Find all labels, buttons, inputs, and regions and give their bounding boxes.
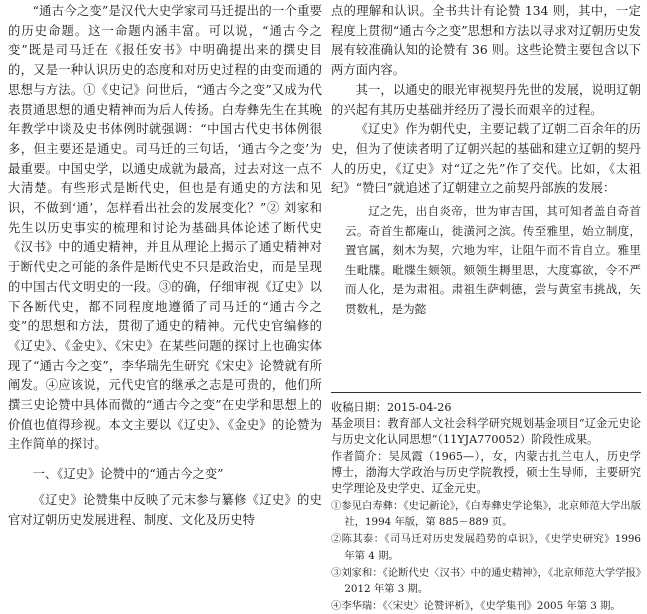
block-quote: 辽之先，出自炎帝，世为审吉国，其可知者盖自奇首云。奇首生都庵山，徙潢河之滨。传至雅里，始立制度，置官属，刻木为契，穴地为牢，让阻午而不肯自立。雅里生毗牒。毗牒生颏领。颏领生耨里思，大度寡欲，令不严而人化，是为肃祖。肃祖生萨剌德，尝与黄室韦挑战，矢贯数札，是为懿 xyxy=(345,204,641,316)
article-metadata xyxy=(331,400,641,614)
received-date: 收稿日期：2015-04-26 xyxy=(331,401,452,414)
continued-paragraph: 点的理解和认识。全书共计有论赞 134 则，其中，一定程度上贯彻“通古今之变”思想和方法以寻求对辽朝历史发展有较准确认知的论赞有 36 则。这些论赞主要包含以下两方面内容。 xyxy=(331,4,641,78)
fund-note: 基金项目：教育部人文社会科学研究规划基金项目“辽金元史论与历史文化认同思想”（11YJA770052）阶段性成果。 xyxy=(331,417,641,447)
footnote-4: ④李华瑞：《〈宋史〉论赞评析》，《史学集刊》2005 年第 3 期。 xyxy=(331,599,621,612)
footnote-2: ②陈其泰：《司马迁对历史发展趋势的卓识》，《史学史研究》1996 年第 4 期。 xyxy=(331,533,641,562)
intro-paragraph: “通古今之变”是汉代大史学家司马迁提出的一个重要的历史命题。这一命题内涵丰富。可以说，“通古今之变”既是司马迁在《报任安书》中明确提出来的撰史目的，又是一种认识历史的态度和对历史过程的由变而通的思想与方法。①《史记》问世后，“通古今之变”又成为代表贯通思想的通史精神而为后人传扬。白寿彝先生在其晚年教学中谈及史书体例时就强调：“中国古代史书体例很多，但主要还是通史。司马迁的三句话，‘通古今之变’为最重要。中国史学，以通史成就为最高，过去对这一点不大清楚。有些形式是断代史，但也是有通史的方法和见识，不做到‘通’，怎样看出社会的发展变化？”② 刘家和先生以历史事实的梳理和讨论为基础具体论述了断代史《汉书》中的通史精神，并且从理论上揭示了通史精神对于断代史之可能的条件是断代史不只是政治史，而是呈现的中国古代文明史的一段。③的确，仔细审视《辽史》以下各断代史，都不同程度地遵循了司马迁的“通古今之变”的思想和方法，贯彻了通史的精神。元代史官编修的《辽史》、《金史》、《宋史》在某些问题的探讨上也确实体现了“通古今之变”，李华瑞先生研究《宋史》论赞就有所阐发。④应该说，元代史官的继承之志是可贵的，他们所撰三史论赞中具体而微的“通古今之变”在史学和思想上的价值也值得珍视。本文主要以《辽史》、《金史》的论赞为主作简单的探讨。 xyxy=(8,4,322,452)
footnote-3: ③刘家和：《论断代史〈汉书〉中的通史精神》，《北京师范大学学报》2012 年第 3 期。 xyxy=(331,566,641,595)
author-note: 作者简介：吴凤霞（1965—），女，内蒙古扎兰屯人，历史学博士，渤海大学政治与历史学院教授，硕士生导师，主要研究史学理论及史学史、辽金元史。 xyxy=(331,449,641,496)
footnote-divider xyxy=(331,392,641,393)
footnote-1: ①参见白寿彝：《史记新论》，《白寿彝史学论集》，北京师范大学出版社，1994 年版，第 885－889 页。 xyxy=(331,500,641,529)
right-column xyxy=(331,2,641,319)
section-heading: 一、《辽史》论赞中的“通古今之变” xyxy=(32,467,224,482)
section-paragraph: 《辽史》论赞集中反映了元末参与纂修《辽史》的史官对辽朝历史发展进程、制度、文化及历史特 xyxy=(8,492,322,527)
liao-history-paragraph: 《辽史》作为朝代史，主要记载了辽朝二百余年的历史，但为了使读者明了辽朝兴起的基础和建立辽朝的契丹人的历史，《辽史》对“辽之先”作了交代。比如，《太祖纪》“赞曰”就追述了辽朝建立之前契丹部族的发展： xyxy=(331,122,641,196)
left-column xyxy=(8,2,322,530)
point-one-paragraph: 其一，以通史的眼光审视契丹先世的发展，说明辽朝的兴起有其历史基础并经历了漫长而艰辛的过程。 xyxy=(331,82,641,117)
